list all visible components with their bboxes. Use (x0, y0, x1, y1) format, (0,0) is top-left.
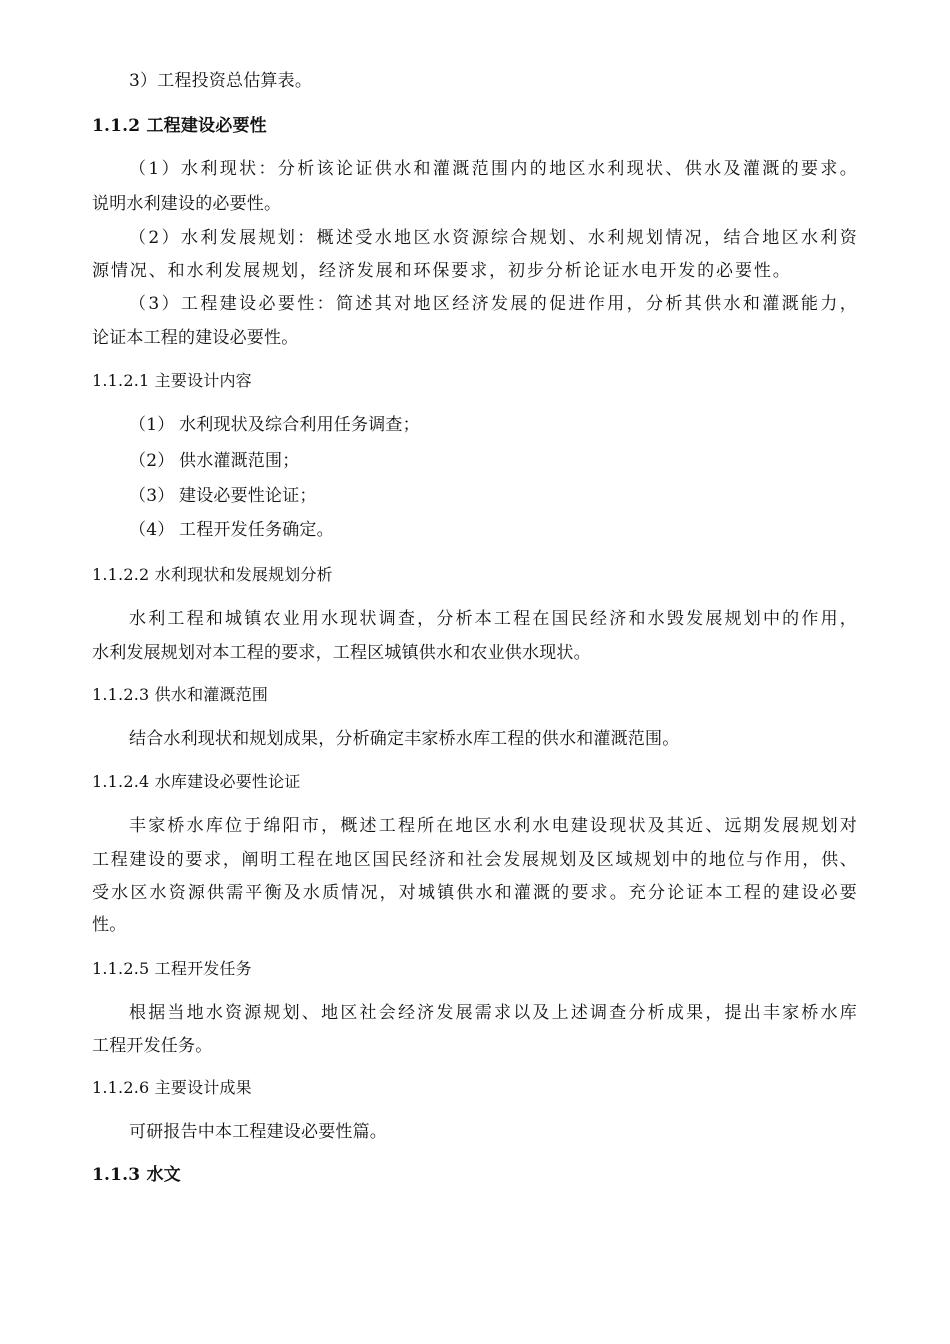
paragraph-water-status-line1: （1）水利现状：分析该论证供水和灌溉范围内的地区水利现状、供水及灌溉的要求。 (129, 159, 857, 179)
list-item-number: （1） (129, 415, 175, 435)
paragraph-development-task-line2: 工程开发任务。 (92, 1036, 213, 1056)
subsection-heading-1-1-2-5: 1.1.2.5 工程开发任务 (92, 959, 252, 978)
subsection-heading-1-1-2-2: 1.1.2.2 水利现状和发展规划分析 (92, 565, 333, 584)
paragraph-design-result-line1: 可研报告中本工程建设必要性篇。 (129, 1122, 387, 1142)
paragraph-development-task-line1: 根据当地水资源规划、地区社会经济发展需求以及上述调查分析成果，提出丰家桥水库 (129, 1003, 857, 1023)
subsection-heading-1-1-2-4: 1.1.2.4 水库建设必要性论证 (92, 772, 301, 791)
paragraph-reservoir-necessity-line2: 工程建设的要求，阐明工程在地区国民经济和社会发展规划及区域规划中的地位与作用，供、 (92, 850, 857, 870)
subsection-heading-1-1-2-1: 1.1.2.1 主要设计内容 (92, 371, 252, 390)
paragraph-reservoir-necessity-line1: 丰家桥水库位于绵阳市，概述工程所在地区水利水电建设现状及其近、远期发展规划对 (129, 816, 857, 836)
paragraph-necessity-line2: 论证本工程的建设必要性。 (92, 328, 299, 348)
list-item-text: 水利现状及综合利用任务调查； (179, 415, 420, 435)
subsection-heading-1-1-2-6: 1.1.2.6 主要设计成果 (92, 1078, 252, 1097)
section-heading-1-1-2: 1.1.2 工程建设必要性 (92, 116, 267, 136)
list-item (129, 519, 334, 541)
list-item-number: （2） (129, 451, 175, 471)
paragraph-status-analysis-line1: 水利工程和城镇农业用水现状调查，分析本工程在国民经济和水毁发展规划中的作用， (129, 609, 857, 629)
section-heading-1-1-3: 1.1.3 水文 (92, 1165, 181, 1185)
paragraph-reservoir-necessity-line4: 性。 (92, 915, 127, 935)
paragraph-reservoir-necessity-line3: 受水区水资源供需平衡及水质情况，对城镇供水和灌溉的要求。充分论证本工程的建设必要 (92, 883, 857, 903)
list-item-text: 供水灌溉范围； (179, 451, 300, 471)
paragraph-supply-range-line1: 结合水利现状和规划成果，分析确定丰家桥水库工程的供水和灌溉范围。 (129, 729, 680, 749)
paragraph-status-analysis-line2: 水利发展规划对本工程的要求，工程区城镇供水和农业供水现状。 (92, 643, 591, 663)
subsection-heading-1-1-2-3: 1.1.2.3 供水和灌溉范围 (92, 685, 269, 704)
list-item-text: 工程开发任务确定。 (179, 520, 334, 540)
list-item-text: 建设必要性论证； (179, 486, 317, 506)
paragraph-water-status-line2: 说明水利建设的必要性。 (92, 194, 282, 214)
paragraph-necessity-line1: （3）工程建设必要性：简述其对地区经济发展的促进作用，分析其供水和灌溉能力， (129, 294, 857, 314)
intro-line: 3）工程投资总估算表。 (129, 71, 313, 91)
list-item-number: （3） (129, 486, 175, 506)
list-item (129, 485, 317, 507)
paragraph-development-plan-line2: 源情况、和水利发展规划，经济发展和环保要求，初步分析论证水电开发的必要性。 (92, 261, 790, 281)
list-item (129, 450, 299, 472)
paragraph-development-plan-line1: （2）水利发展规划：概述受水地区水资源综合规划、水利规划情况，结合地区水利资 (129, 228, 857, 248)
list-item-number: （4） (129, 520, 175, 540)
list-item (129, 414, 420, 436)
